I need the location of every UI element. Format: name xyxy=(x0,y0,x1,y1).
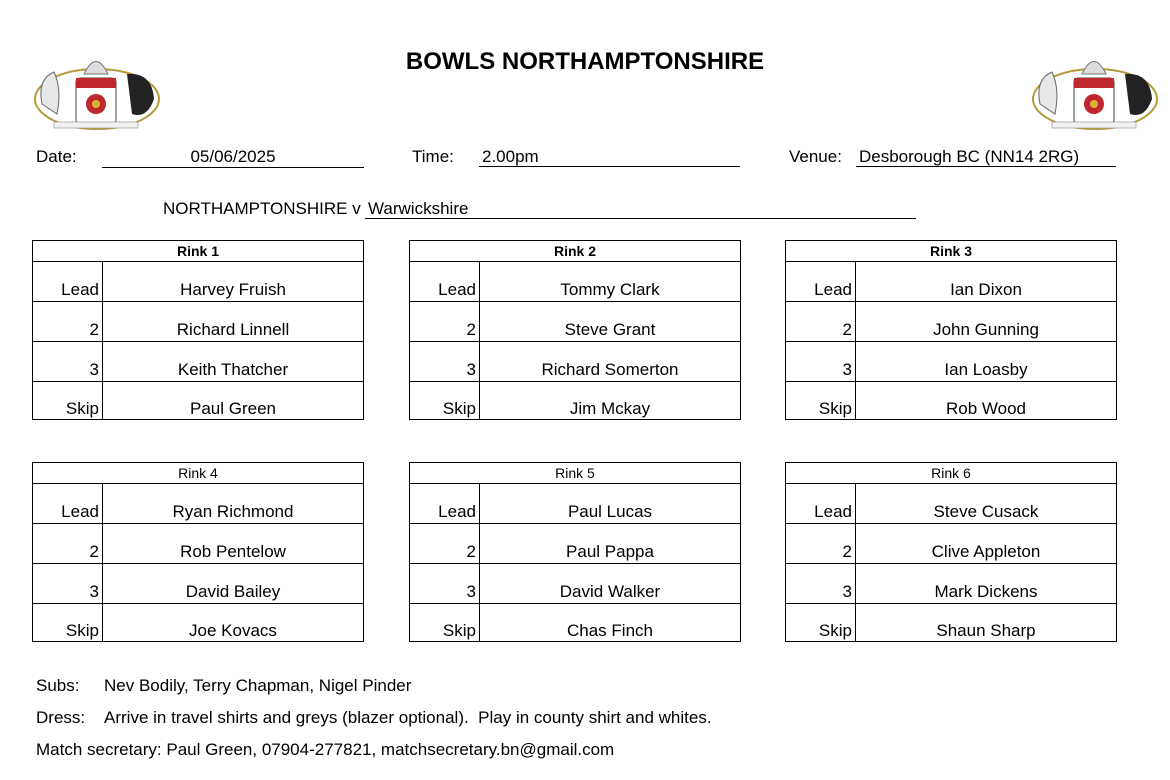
player-name: Richard Linnell xyxy=(176,320,290,339)
rink-player-row xyxy=(786,262,1116,302)
player-name: Jim Mckay xyxy=(569,399,651,418)
player-position: Skip xyxy=(33,604,103,642)
player-position: 3 xyxy=(33,564,103,603)
page-title: BOWLS NORTHAMPTONSHIRE xyxy=(405,48,765,75)
rink-player-row xyxy=(410,524,740,564)
dress-label: Dress: xyxy=(36,708,86,727)
rink-player-row xyxy=(33,484,363,524)
rink-player-row xyxy=(33,382,363,420)
rink-title: Rink 3 xyxy=(786,241,1116,262)
rink-player-row xyxy=(410,382,740,420)
rink-player-row xyxy=(786,342,1116,382)
rink-player-row xyxy=(33,564,363,604)
player-position: 2 xyxy=(33,302,103,341)
rink-player-row xyxy=(786,524,1116,564)
player-name: Ryan Richmond xyxy=(172,502,294,521)
rink-player-row xyxy=(33,524,363,564)
dress-value: Arrive in travel shirts and greys (blazer optional). Play in county shirt and whites. xyxy=(104,708,712,727)
player-position: Skip xyxy=(33,382,103,420)
venue-value: Desborough BC (NN14 2RG) xyxy=(856,147,1116,167)
time-value: 2.00pm xyxy=(479,147,740,167)
match-secretary: Match secretary: Paul Green, 07904-277821, matchsecretary.bn@gmail.com xyxy=(36,740,615,759)
player-position: 2 xyxy=(786,302,856,341)
rink-title: Rink 1 xyxy=(33,241,363,262)
rink-title: Rink 6 xyxy=(786,463,1116,484)
player-name: Richard Somerton xyxy=(541,360,679,379)
rink-table-2 xyxy=(409,240,741,420)
rink-table-3 xyxy=(785,240,1117,420)
player-name: Rob Pentelow xyxy=(180,542,286,561)
player-position: Skip xyxy=(786,604,856,642)
rink-table-1 xyxy=(32,240,364,420)
rink-player-row xyxy=(786,484,1116,524)
player-name: Keith Thatcher xyxy=(177,360,289,379)
player-position: 2 xyxy=(410,524,480,563)
player-name: Shaun Sharp xyxy=(936,621,1036,640)
player-position: 2 xyxy=(410,302,480,341)
player-position: Skip xyxy=(410,382,480,420)
player-position: Lead xyxy=(33,262,103,301)
player-position: Lead xyxy=(786,484,856,523)
rink-player-row xyxy=(410,604,740,642)
player-name: Clive Appleton xyxy=(931,542,1041,561)
player-position: 2 xyxy=(786,524,856,563)
player-name: Rob Wood xyxy=(945,399,1026,418)
venue-label: Venue: xyxy=(789,147,842,166)
player-name: Paul Green xyxy=(190,399,276,418)
subs-label: Subs: xyxy=(36,676,80,695)
player-name: Joe Kovacs xyxy=(189,621,277,640)
player-name: Harvey Fruish xyxy=(180,280,286,299)
home-team-label: NORTHAMPTONSHIRE v xyxy=(163,199,361,218)
rink-player-row xyxy=(33,342,363,382)
player-name: Paul Pappa xyxy=(566,542,654,561)
player-position: Lead xyxy=(33,484,103,523)
rink-table-6 xyxy=(785,462,1117,642)
rink-player-row xyxy=(33,262,363,302)
date-value: 05/06/2025 xyxy=(102,147,364,168)
player-name: Steve Cusack xyxy=(933,502,1039,521)
player-name: David Walker xyxy=(559,582,661,601)
player-position: Lead xyxy=(410,484,480,523)
rink-player-row xyxy=(410,262,740,302)
player-name: John Gunning xyxy=(933,320,1039,339)
rink-player-row xyxy=(410,484,740,524)
rink-player-row xyxy=(786,382,1116,420)
rink-player-row xyxy=(786,604,1116,642)
player-name: Ian Dixon xyxy=(950,280,1022,299)
rink-table-5 xyxy=(409,462,741,642)
player-position: Lead xyxy=(410,262,480,301)
player-name: Paul Lucas xyxy=(567,502,653,521)
player-position: 3 xyxy=(33,342,103,381)
rink-title: Rink 5 xyxy=(410,463,740,484)
rink-player-row xyxy=(786,564,1116,604)
player-position: Skip xyxy=(410,604,480,642)
time-label: Time: xyxy=(412,147,454,166)
rink-player-row xyxy=(33,604,363,642)
rink-player-row xyxy=(410,302,740,342)
player-name: Chas Finch xyxy=(567,621,653,640)
player-position: Lead xyxy=(786,262,856,301)
player-position: 3 xyxy=(410,342,480,381)
player-position: 3 xyxy=(786,342,856,381)
rink-player-row xyxy=(410,564,740,604)
player-name: Tommy Clark xyxy=(560,280,660,299)
player-position: 3 xyxy=(410,564,480,603)
player-name: Ian Loasby xyxy=(944,360,1028,379)
rink-table-4 xyxy=(32,462,364,642)
subs-value: Nev Bodily, Terry Chapman, Nigel Pinder xyxy=(104,676,412,695)
rink-player-row xyxy=(410,342,740,382)
player-position: 3 xyxy=(786,564,856,603)
rink-player-row xyxy=(786,302,1116,342)
rink-title: Rink 4 xyxy=(33,463,363,484)
player-name: Mark Dickens xyxy=(934,582,1038,601)
opponent-value: Warwickshire xyxy=(365,199,916,219)
player-name: Steve Grant xyxy=(564,320,656,339)
rink-player-row xyxy=(33,302,363,342)
date-label: Date: xyxy=(36,147,77,166)
player-position: Skip xyxy=(786,382,856,420)
rink-title: Rink 2 xyxy=(410,241,740,262)
player-name: David Bailey xyxy=(185,582,281,601)
player-position: 2 xyxy=(33,524,103,563)
